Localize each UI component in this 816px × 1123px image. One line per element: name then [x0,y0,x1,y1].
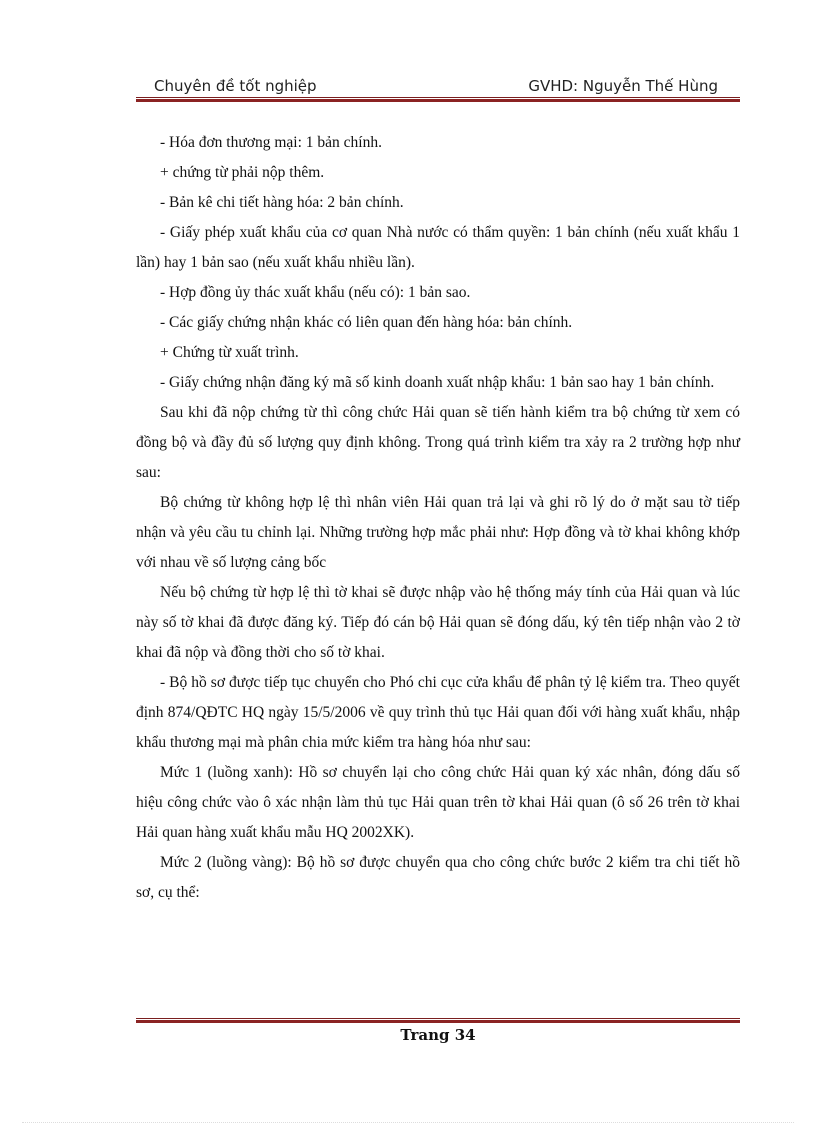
paragraph: - Bản kê chi tiết hàng hóa: 2 bản chính. [160,194,404,211]
paragraph: + chứng từ phải nộp thêm. [160,164,325,181]
header-thesis-title: Chuyên đề tốt nghiệp [154,77,317,95]
paragraph: Mức 1 (luồng xanh): Hồ sơ chuyển lại cho công chức Hải quan ký xác nhân, đóng dấu số hiệu công chức vào ô xác nhận làm thủ tục Hải quan trên tờ khai Hải quan (ô số 26 trên tờ khai Hải quan hàng xuất khẩu mẫu HQ 2002XK). [136,764,740,841]
paragraph: - Các giấy chứng nhận khác có liên quan đến hàng hóa: bản chính. [160,314,573,331]
paragraph: Nếu bộ chứng từ hợp lệ thì tờ khai sẽ được nhập vào hệ thống máy tính của Hải quan và lúc này số tờ khai đã được đăng ký. Tiếp đó cán bộ Hải quan sẽ đóng dấu, ký tên tiếp nhận vào 2 tờ khai đã nộp và đồng thời cho số tờ khai. [136,584,740,661]
paragraph: + Chứng từ xuất trình. [160,344,299,361]
page-number: Trang 34 [400,1026,476,1044]
paragraph: Sau khi đã nộp chứng từ thì công chức Hải quan sẽ tiến hành kiểm tra bộ chứng từ xem có đồng bộ và đầy đủ số lượng quy định không. Trong quá trình kiểm tra xảy ra 2 trường hợp như sau: [136,404,740,481]
paragraph: Bộ chứng từ không hợp lệ thì nhân viên Hải quan trả lại và ghi rõ lý do ở mặt sau tờ tiếp nhận và yêu cầu tu chỉnh lại. Những trường hợp mắc phải như: Hợp đồng và tờ khai không khớp với nhau về số lượng cảng bốc [136,494,740,571]
header-supervisor: GVHD: Nguyễn Thế Hùng [528,77,718,95]
footer-rule [136,1018,740,1023]
paragraph: Mức 2 (luồng vàng): Bộ hồ sơ được chuyển qua cho công chức bước 2 kiểm tra chi tiết hồ sơ, cụ thể: [136,854,740,901]
page-header [136,74,740,98]
body-text [136,128,740,908]
paragraph: - Bộ hồ sơ được tiếp tục chuyển cho Phó chi cục cửa khẩu để phân tỷ lệ kiểm tra. Theo quyết định 874/QĐTC HQ ngày 15/5/2006 về quy trình thủ tục Hải quan đối với hàng xuất khẩu, nhập khẩu thương mại mà phân chia mức kiểm tra hàng hóa như sau: [136,674,740,751]
paragraph: - Hóa đơn thương mại: 1 bản chính. [160,134,382,151]
paragraph: - Giấy chứng nhận đăng ký mã số kinh doanh xuất nhập khẩu: 1 bản sao hay 1 bản chính. [160,374,715,391]
header-rule [136,97,740,102]
paragraph: - Giấy phép xuất khẩu của cơ quan Nhà nước có thẩm quyền: 1 bản chính (nếu xuất khẩu 1 lần) hay 1 bản sao (nếu xuất khẩu nhiều lần). [136,224,740,271]
paragraph: - Hợp đồng ủy thác xuất khẩu (nếu có): 1 bản sao. [160,284,471,301]
